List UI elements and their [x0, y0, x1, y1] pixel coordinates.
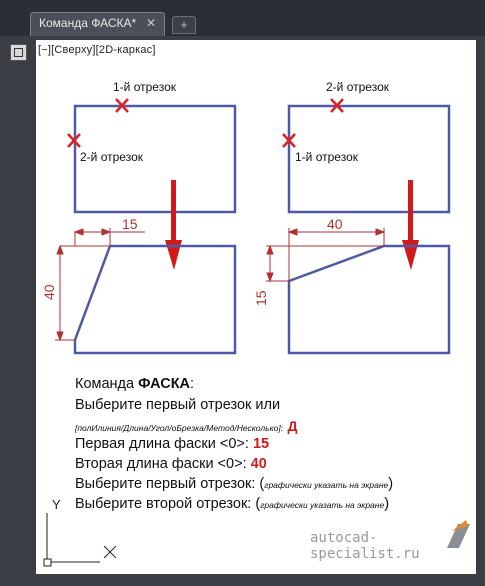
add-tab-button[interactable]: +	[172, 16, 196, 34]
label-second-segment: 2-й отрезок	[80, 150, 143, 164]
command-line: Первая длина фаски <0>: 15	[75, 436, 270, 452]
dimension-value: 15	[122, 216, 138, 232]
chamfered-rectangle-left	[75, 246, 235, 353]
ucs-y-label: Y	[52, 497, 61, 512]
command-line: Выберите первый отрезок: (графически указать на экране)	[75, 476, 394, 492]
arrow-down-icon	[402, 180, 419, 270]
command-title-line: Команда ФАСКА:	[75, 376, 195, 392]
command-line: Выберите первый отрезок или	[75, 397, 281, 413]
command-line: Выберите второй отрезок: (графически указать на экране)	[75, 496, 390, 512]
label-second-segment: 2-й отрезок	[326, 80, 389, 94]
dimension-value: 15	[253, 290, 269, 306]
command-line: Вторая длина фаски <0>: 40	[75, 456, 267, 472]
dimension-value: 40	[327, 216, 343, 232]
tab-title: Команда ФАСКА*	[39, 16, 137, 30]
label-first-segment: 1-й отрезок	[295, 150, 358, 164]
close-icon[interactable]: ✕	[145, 16, 156, 30]
watermark-text: autocad-specialist.ru	[310, 530, 420, 562]
arrow-down-icon	[165, 180, 182, 270]
command-options-line: [полИлиния/Длина/Угол/оБрезка/Метод/Несколько]: Д	[75, 418, 298, 434]
ucs-icon	[44, 513, 116, 566]
label-first-segment: 1-й отрезок	[113, 80, 176, 94]
chamfered-rectangle-right	[289, 246, 449, 353]
viewport-controls-label[interactable]: [−][Сверху][2D-каркас]	[38, 44, 156, 56]
dimension-horizontal	[289, 228, 384, 281]
dimension-vertical	[55, 246, 110, 340]
dimension-value: 40	[41, 284, 57, 300]
